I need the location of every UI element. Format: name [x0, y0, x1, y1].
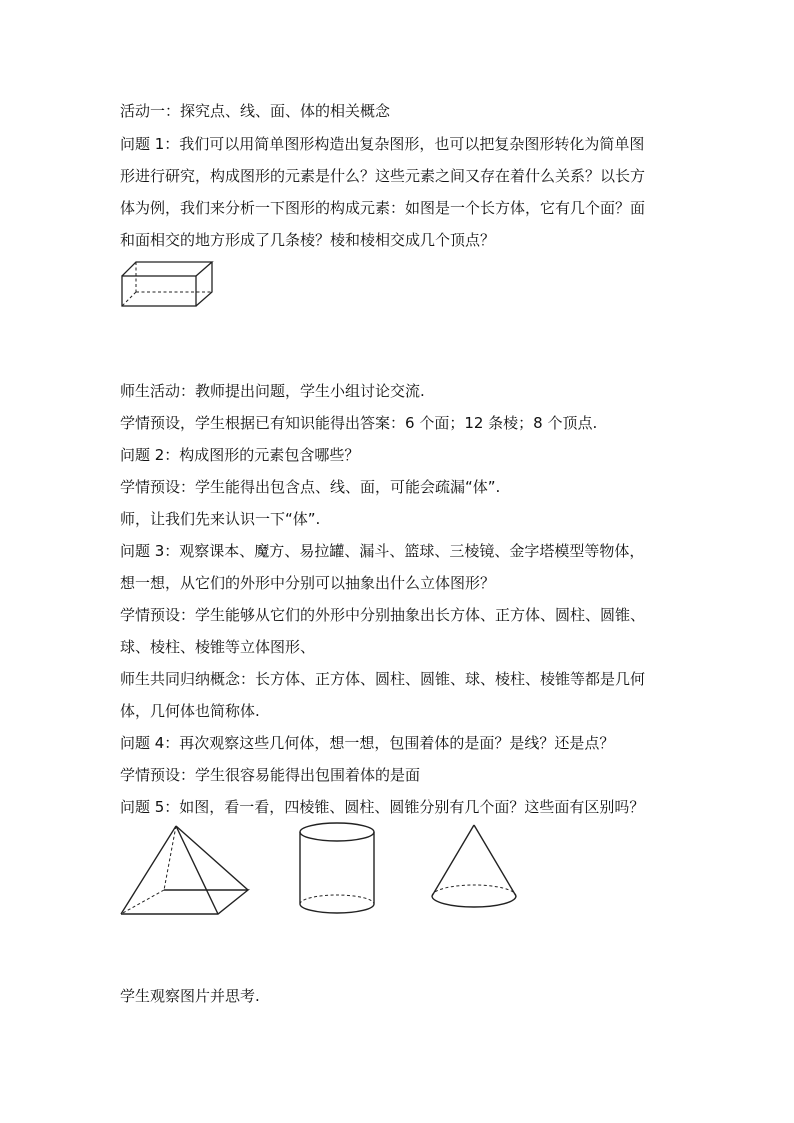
question-1-line-4: 和面相交的地方形成了几条棱？棱和棱相交成几个顶点？	[120, 231, 496, 249]
concept-summary-line-2: 体，几何体也简称体.	[120, 702, 260, 720]
square-pyramid-figure	[118, 822, 254, 918]
question-5: 问题 5：如图，看一看，四棱锥、圆柱、圆锥分别有几个面？这些面有区别吗？	[120, 798, 645, 816]
question-4: 问题 4：再次观察这些几何体，想一想，包围着体的是面？是线？还是点？	[120, 734, 615, 752]
question-3-line-2: 想一想，从它们的外形中分别可以抽象出什么立体图形？	[120, 574, 496, 592]
question-1-line-1: 问题 1：我们可以用简单图形构造出复杂图形，也可以把复杂图形转化为简单图	[120, 135, 645, 153]
activity-title: 活动一：探究点、线、面、体的相关概念	[120, 102, 391, 120]
cuboid-figure	[118, 258, 218, 310]
teacher-remark: 师，让我们先来认识一下“体”.	[120, 510, 321, 528]
question-1-line-3: 体为例，我们来分析一下图形的构成元素：如图是一个长方体，它有几个面？面	[120, 199, 646, 217]
teacher-student-activity: 师生活动：教师提出问题，学生小组讨论交流.	[120, 382, 425, 400]
student-observe: 学生观察图片并思考.	[120, 987, 260, 1005]
question-1-line-2: 形进行研究，构成图形的元素是什么？这些元素之间又存在着什么关系？以长方	[120, 167, 646, 185]
cylinder-figure	[296, 820, 378, 916]
concept-summary-line-1: 师生共同归纳概念：长方体、正方体、圆柱、圆锥、球、棱柱、棱锥等都是几何	[120, 670, 646, 688]
preset-answer-3-line-2: 球、棱柱、棱锥等立体图形、	[120, 638, 316, 656]
preset-answer-2: 学情预设：学生能得出包含点、线、面，可能会疏漏“体”.	[120, 478, 501, 496]
cone-figure	[428, 822, 520, 916]
preset-answer-3-line-1: 学情预设：学生能够从它们的外形中分别抽象出长方体、正方体、圆柱、圆锥、	[120, 606, 646, 624]
preset-answer-1: 学情预设，学生根据已有知识能得出答案：6 个面；12 条棱；8 个顶点.	[120, 414, 598, 432]
question-3-line-1: 问题 3：观察课本、魔方、易拉罐、漏斗、篮球、三棱镜、金字塔模型等物体，	[120, 542, 645, 560]
preset-answer-4: 学情预设：学生很容易能得出包围着体的是面	[120, 766, 421, 784]
question-2: 问题 2：构成图形的元素包含哪些？	[120, 446, 360, 464]
